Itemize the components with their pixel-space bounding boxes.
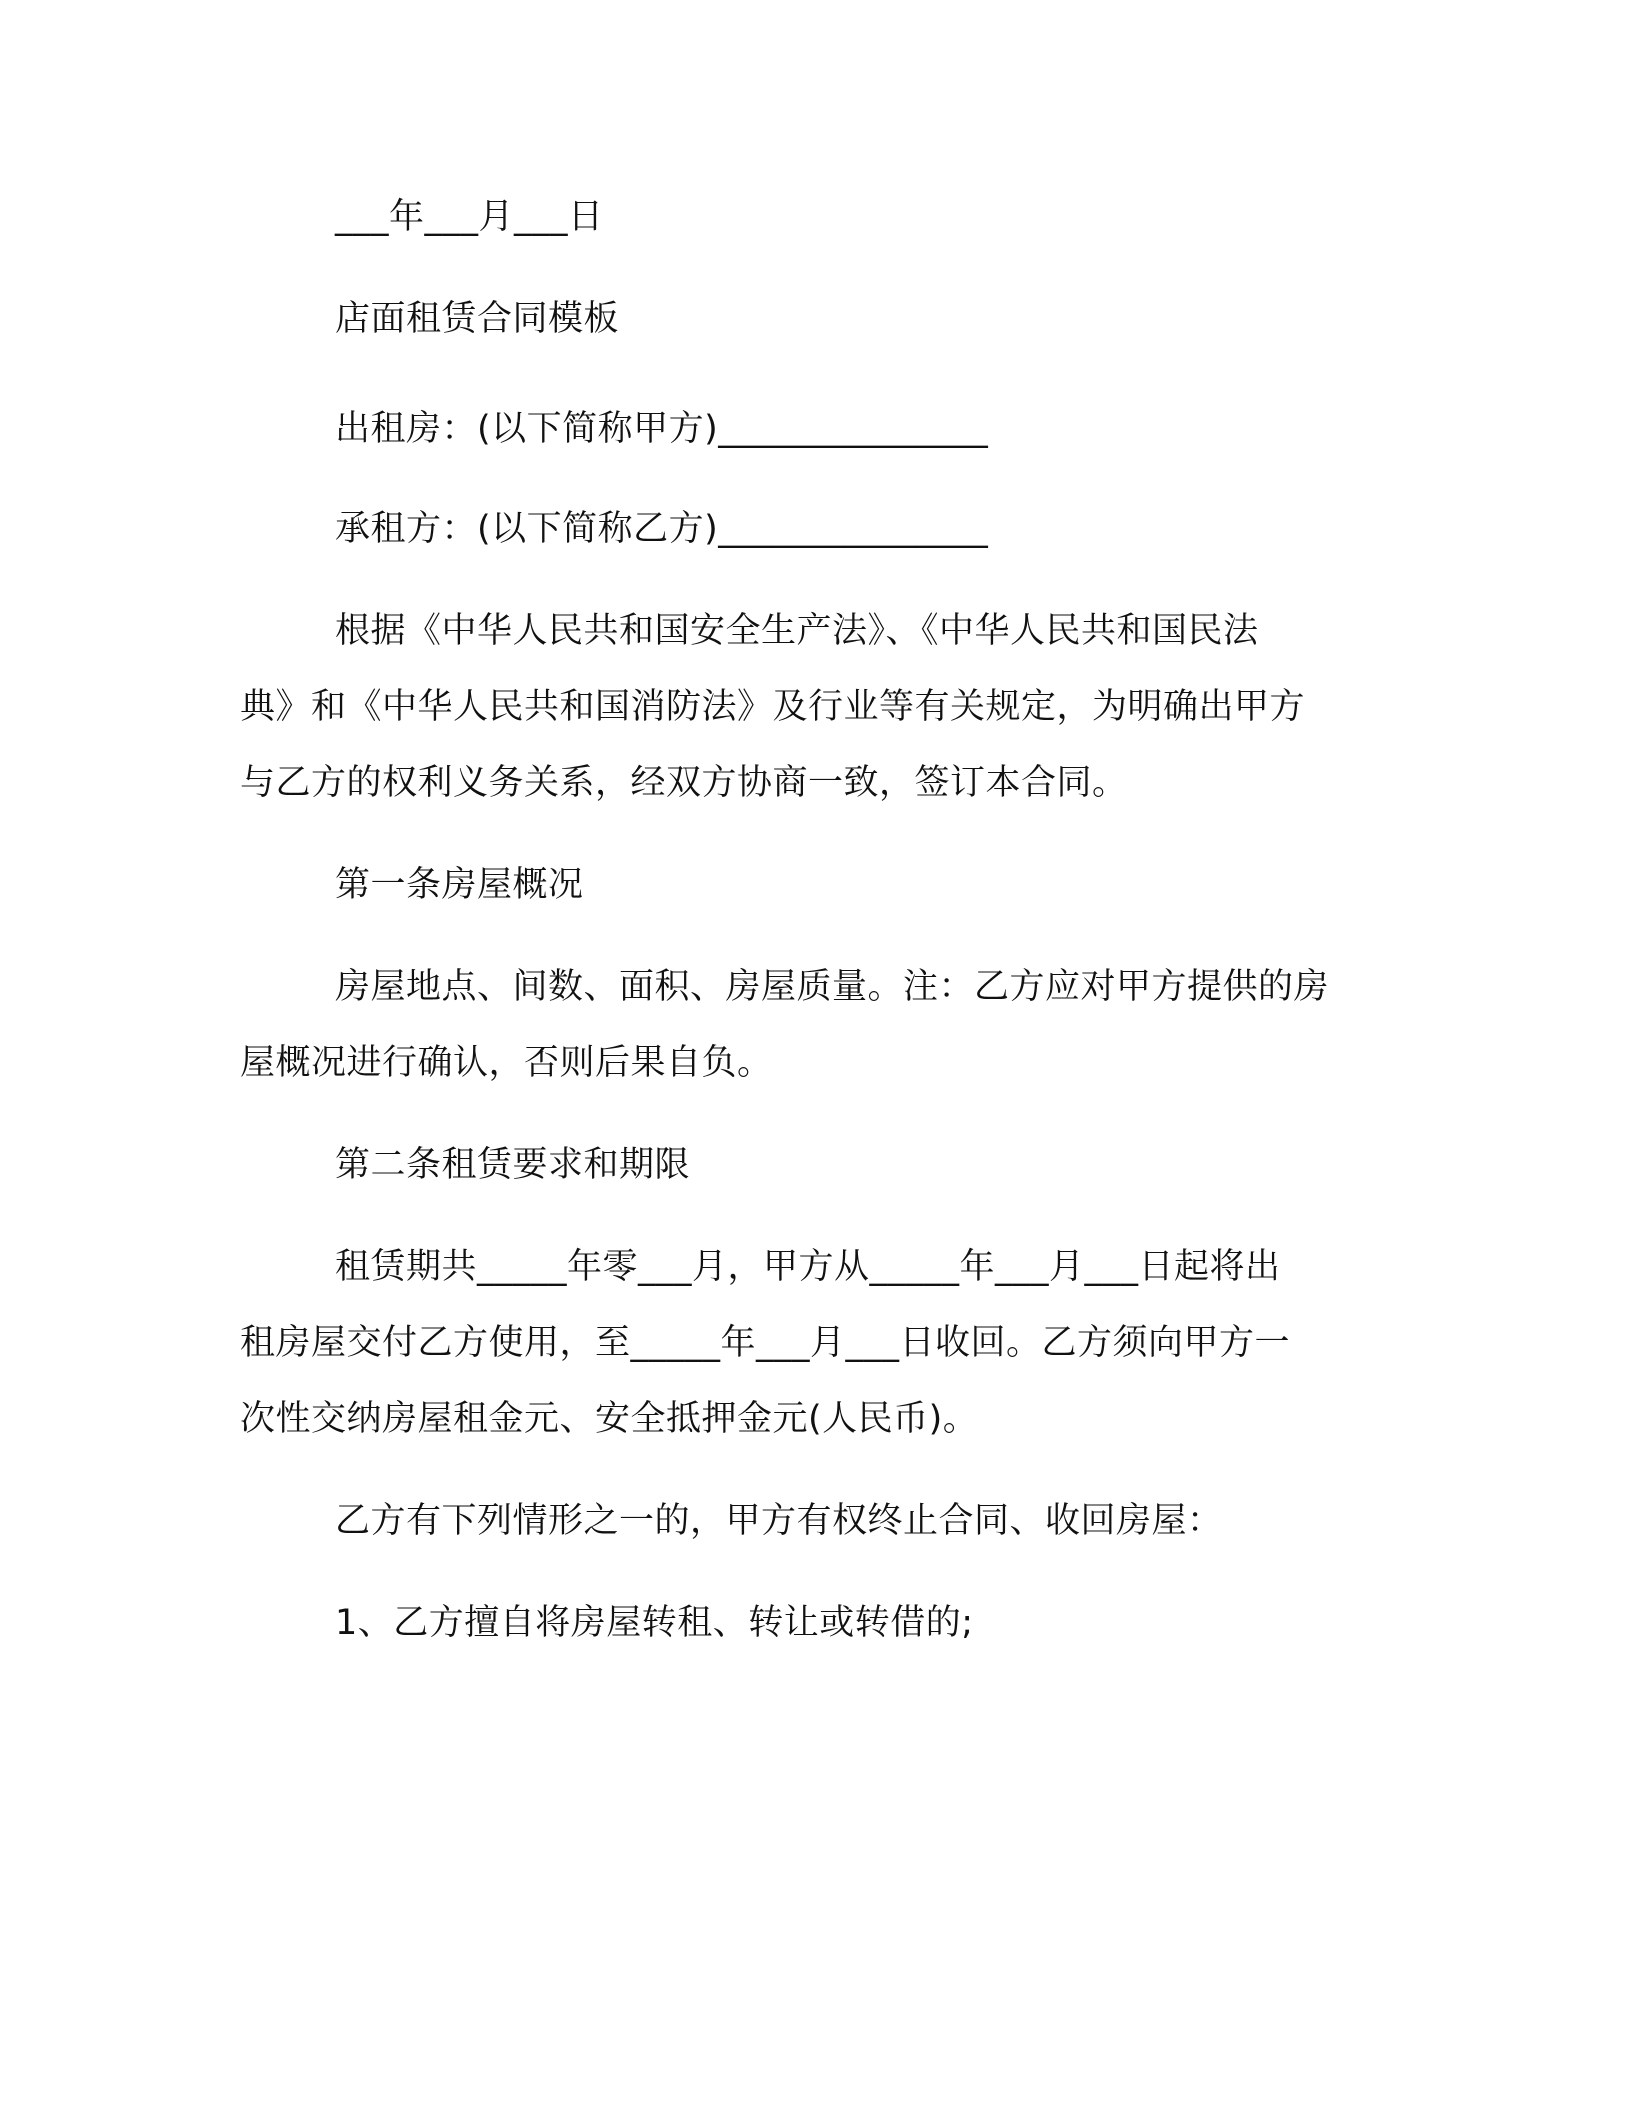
article-2-heading: 第二条租赁要求和期限: [335, 1145, 691, 1185]
lessor-line: 出租房：(以下简称甲方)_______________: [335, 409, 989, 449]
termination-item-1: 1、乙方擅自将房屋转租、转让或转借的;: [335, 1603, 974, 1643]
lease-term-line-3: 次性交纳房屋租金元、安全抵押金元(人民币)。: [240, 1399, 979, 1439]
date-line: ___年___月___日: [335, 197, 604, 237]
article-1-text-line-1: 房屋地点、间数、面积、房屋质量。注：乙方应对甲方提供的房: [335, 967, 1330, 1007]
termination-intro: 乙方有下列情形之一的，甲方有权终止合同、收回房屋：: [335, 1501, 1223, 1541]
preamble-line-1: 根据《中华人民共和国安全生产法》、《中华人民共和国民法: [335, 611, 1259, 651]
lessee-line: 承租方：(以下简称乙方)_______________: [335, 509, 989, 549]
document-title: 店面租赁合同模板: [335, 299, 620, 339]
article-1-text-line-2: 屋概况进行确认，否则后果自负。: [240, 1043, 773, 1083]
preamble-line-2: 典》和《中华人民共和国消防法》及行业等有关规定，为明确出甲方: [240, 687, 1306, 727]
lease-term-line-1: 租赁期共_____年零___月，甲方从_____年___月___日起将出: [335, 1247, 1281, 1287]
lease-term-line-2: 租房屋交付乙方使用，至_____年___月___日收回。乙方须向甲方一: [240, 1323, 1291, 1363]
article-1-heading: 第一条房屋概况: [335, 865, 584, 905]
preamble-line-3: 与乙方的权利义务关系，经双方协商一致，签订本合同。: [240, 763, 1128, 803]
